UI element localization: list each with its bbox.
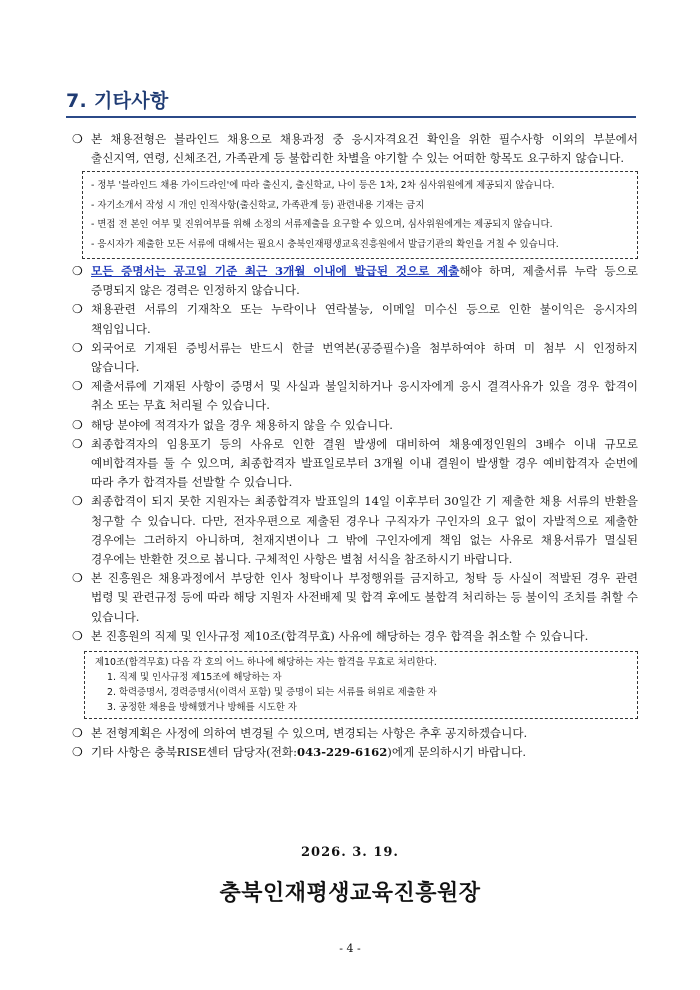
circle-bullet-icon: ❍: [72, 340, 83, 355]
circle-bullet-icon: ❍: [72, 494, 83, 509]
item-text: 본 채용전형은 블라인드 채용으로 채용과정 중 응시자격요건 확인을 위한 필수사항 이외의 부분에서 출신지역, 연령, 신체조건, 가족관계 등 불합리한 차별을 야기할 수 있는 어떠한 항목도 요구하지 않습니다.: [91, 132, 638, 166]
box-line: - 응시자가 제출한 모든 서류에 대해서는 필요시 충북인재평생교육진흥원에서 발급기관의 확인을 거칠 수 있습니다.: [91, 238, 559, 250]
issuer-signature: 충북인재평생교육진흥원장: [219, 880, 481, 906]
item-text: 최종합격이 되지 못한 지원자는 최종합격자 발표일의 14일 이후부터 30일간 기 제출한 채용 서류의 반환을 청구할 수 있습니다. 다만, 전자우편으로 제출된 경우나 구직자가 구인자의 요구 없이 자발적으로 제출한 경우에는 그러하지 아니하며, 천재지변이나 그 밖에 구인자에게 책임 없는 사유로 채용서류가 멸실된 경우에는 반환한 것으로 봅니다. 구체적인 사항은 별첨 서식을 참조하시기 바랍니다.: [91, 494, 638, 567]
rule-item: 3. 공정한 채용을 방해했거나 방해를 시도한 자: [107, 702, 297, 714]
rule-article-box: [84, 651, 638, 719]
box-line: - 정부 '블라인드 채용 가이드라인'에 따라 출신지, 출신학교, 나이 등은 1차, 2차 심사위원에게 제공되지 않습니다.: [91, 180, 555, 192]
item-text: 본 진흥원은 채용과정에서 부당한 인사 청탁이나 부정행위를 금지하고, 청탁 등 사실이 적발된 경우 관련 법령 및 관련규정 등에 따라 해당 지원자 사전배제 및 합격 후에도 불합격 처리하는 등 불이익 조치를 취할 수 있습니다.: [91, 571, 638, 624]
circle-bullet-icon: ❍: [72, 745, 83, 760]
list-item: [72, 435, 638, 493]
circle-bullet-icon: ❍: [72, 417, 83, 432]
list-item: [72, 339, 638, 377]
item-text: 외국어로 기재된 증빙서류는 반드시 한글 번역본(공증필수)을 첨부하여야 하며 미 첨부 시 인정하지 않습니다.: [91, 340, 638, 375]
circle-bullet-icon: ❍: [72, 132, 83, 146]
list-item: [72, 300, 638, 338]
circle-bullet-icon: ❍: [72, 628, 83, 643]
box-line: - 자기소개서 작성 시 개인 인적사항(출신학교, 가족관계 등) 관련내용 기재는 금지: [91, 199, 425, 211]
rule-item: 1. 직제 및 인사규정 제15조에 해당하는 자: [107, 672, 282, 684]
circle-bullet-icon: ❍: [72, 264, 83, 279]
rule-title: 제10조(합격무효) 다음 각 호의 어느 하나에 해당하는 자는 합격을 무효로 처리한다.: [95, 657, 437, 669]
circle-bullet-icon: ❍: [72, 571, 83, 586]
item-text: 해야 하며, 제출서류 누락 등으로 증명되지 않은 경력은 인정하지 않습니다.: [91, 264, 638, 298]
item-text: )에게 문의하시기 바랍니다.: [387, 745, 527, 760]
list-item: [72, 569, 638, 627]
page-number: - 4 -: [339, 942, 361, 955]
notice-list: [72, 130, 638, 763]
list-item: [72, 130, 638, 168]
list-item: [72, 627, 638, 646]
circle-bullet-icon: ❍: [72, 302, 83, 317]
item-text: 기타 사항은 충북RISE센터 담당자(전화:: [91, 745, 297, 760]
list-item: [72, 743, 638, 762]
contact-phone: 043-229-6162: [297, 745, 388, 760]
item-text: 최종합격자의 임용포기 등의 사유로 인한 결원 발생에 대비하여 채용예정인원의 3배수 이내 규모로 예비합격자를 둘 수 있으며, 최종합격자 발표일로부터 3개월 이내 결원이 발생할 경우 예비합격자 순번에 따라 추가 합격자를 선발할 수 있습니다.: [91, 436, 638, 490]
section-heading: [66, 86, 636, 113]
circle-bullet-icon: ❍: [72, 436, 83, 451]
rule-item: 2. 학력증명서, 경력증명서(이력서 포함) 및 증명이 되는 서류를 허위로 제출한 자: [107, 687, 437, 699]
box-line: - 면접 전 본인 여부 및 진위여부를 위해 소정의 서류제출을 요구할 수 있으며, 심사위원에게는 제공되지 않습니다.: [91, 219, 553, 231]
blind-recruitment-notice-box: [82, 171, 638, 259]
item-text: 채용관련 서류의 기재착오 또는 누락이나 연락불능, 이메일 미수신 등으로 인한 불이익은 응시자의 책임입니다.: [91, 302, 638, 336]
section-title: 7. 기타사항: [66, 90, 169, 112]
list-item: [72, 377, 638, 415]
list-item: [72, 492, 638, 569]
list-item: [72, 416, 638, 435]
item-text: 제출서류에 기재된 사항이 증명서 및 사실과 불일치하거나 응시자에게 응시 결격사유가 있을 경우 합격이 취소 또는 무효 처리될 수 있습니다.: [91, 379, 638, 413]
item-text: 본 전형계획은 사정에 의하여 변경될 수 있으며, 변경되는 사항은 추후 공지하겠습니다.: [91, 726, 528, 741]
list-item: [72, 724, 638, 743]
circle-bullet-icon: ❍: [72, 726, 83, 741]
item-text: 해당 분야에 적격자가 없을 경우 채용하지 않을 수 있습니다.: [91, 417, 393, 432]
highlighted-text: 모든 증명서는 공고일 기준 최근 3개월 이내에 발급된 것으로 제출: [91, 264, 460, 279]
heading-underline: [66, 116, 636, 118]
list-item: [72, 262, 638, 300]
circle-bullet-icon: ❍: [72, 379, 83, 394]
item-text: 본 진흥원의 직제 및 인사규정 제10조(합격무효) 사유에 해당하는 경우 합격을 취소할 수 있습니다.: [91, 628, 589, 643]
document-date: 2026. 3. 19.: [301, 845, 399, 860]
